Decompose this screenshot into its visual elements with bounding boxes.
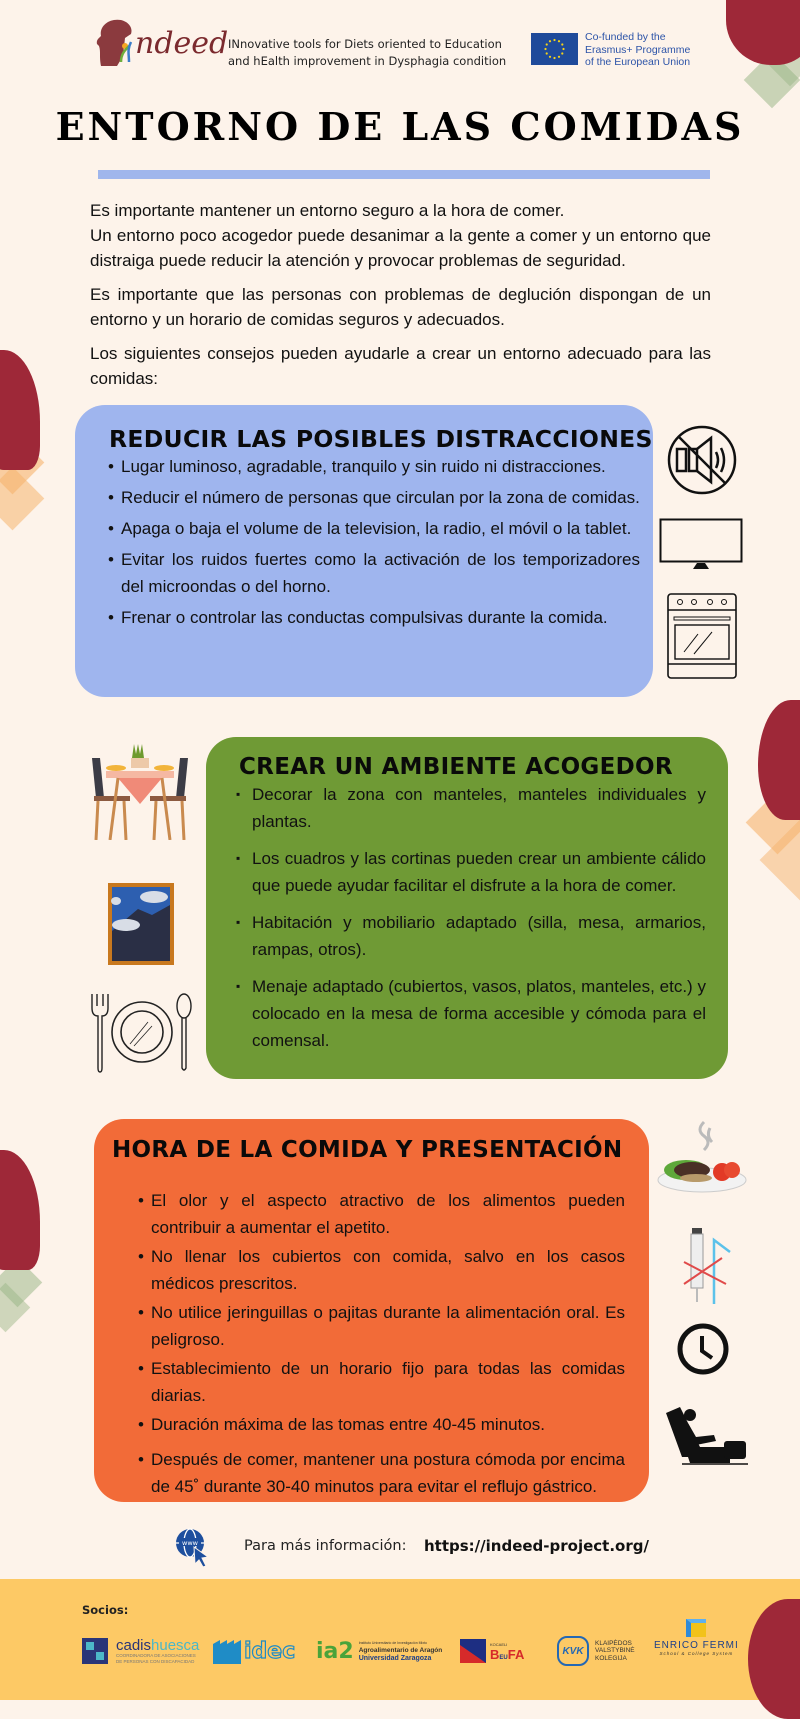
mute-speaker-icon: [666, 424, 738, 501]
dining-table-icon: [88, 744, 192, 845]
partners-footer: [0, 1579, 800, 1700]
list-item: • Evitar los ruidos fuertes como la activación de los temporizadores del microondas o del horno.: [108, 546, 640, 600]
intro-paragraph-3: Los siguientes consejos pueden ayudarle a crear un entorno adecuado para las comidas:: [90, 344, 711, 388]
more-info-label: Para más información:: [244, 1538, 407, 1554]
idec-factory-icon: [213, 1638, 241, 1664]
intro-text: [90, 198, 711, 400]
tips-list: [108, 453, 640, 635]
section-title: REDUCIR LAS POSIBLES DISTRACCIONES: [109, 425, 653, 453]
list-item: • Duración máxima de las tomas entre 40-45 minutos.: [138, 1411, 625, 1438]
indeed-logo: [95, 16, 229, 70]
intro-paragraph-1: Es importante mantener un entorno seguro a la hora de comer. Un entorno poco acogedor puede desanimar a la gente a comer y un entorno que distraiga puede reducir la atención y provocar problemas de seguridad.: [90, 201, 711, 270]
plated-meal-icon: [656, 1118, 748, 1205]
list-item: ▪ Habitación y mobiliario adaptado (silla, mesa, armarios, rampas, otros).: [236, 909, 706, 963]
section-welcoming-environment: [206, 737, 728, 1079]
section-title: CREAR UN AMBIENTE ACOGEDOR: [239, 754, 673, 780]
eu-flag-icon: [531, 33, 578, 65]
partner-logo-cadis-huesca: cadishuesca COORDINADORA DE ASOCIACIONES DE PERSONAS CON DISCAPACIDAD: [82, 1631, 199, 1671]
section-reduce-distractions: [75, 405, 653, 697]
partner-logo-idec: idec: [213, 1631, 295, 1671]
intro-paragraph-2: Es importante que las personas con problemas de deglución dispongan de un entorno y un horario de comidas seguros y adecuados.: [90, 285, 711, 329]
list-item: • Apaga o baja el volume de la television, la radio, el móvil o la tablet.: [108, 515, 640, 542]
project-tagline: INnovative tools for Diets oriented to Education and hEalth improvement in Dysphagia condition: [228, 37, 507, 68]
list-item: • No utilice jeringuillas o pajitas durante la alimentación oral. Es peligroso.: [138, 1299, 625, 1353]
framed-painting-icon: [108, 883, 174, 970]
section-title: HORA DE LA COMIDA Y PRESENTACIÓN: [112, 1137, 623, 1163]
recliner-icon: [664, 1405, 748, 1470]
list-item: ▪ Decorar la zona con manteles, manteles individuales y plantas.: [236, 781, 706, 835]
partner-logo-ia2: ia2 Instituto Universitario de Investigación Mixto Agroalimentario de Aragón Universidad Zaragoza: [316, 1638, 443, 1664]
list-item: • Frenar o controlar las conductas compulsivas durante la comida.: [108, 604, 640, 631]
www-globe-cursor-icon: [174, 1527, 212, 1574]
tips-list: [236, 781, 706, 1064]
partners-label: Socios:: [82, 1603, 129, 1617]
eu-cofunded-text: Co-funded by the Erasmus+ Programme of the European Union: [585, 31, 691, 68]
partner-logo-kocaeli-befa: KOCAELI BEUFA: [460, 1631, 524, 1671]
decor-bottom-right: [748, 1599, 800, 1719]
page-title: ENTORNO DE LAS COMIDAS: [55, 104, 745, 149]
svg-text:www: www: [182, 1539, 198, 1547]
partner-logo-enrico-fermi: ENRICO FERMI School & College System: [654, 1619, 739, 1659]
section-mealtime-presentation: [94, 1119, 649, 1502]
list-item: • El olor y el aspecto atractivo de los alimentos pueden contribuir a aumentar el apetito.: [138, 1187, 625, 1241]
head-silhouette-icon: [95, 16, 140, 70]
header: [95, 16, 715, 72]
befa-map-icon: [460, 1639, 486, 1663]
tips-list: [138, 1187, 625, 1502]
project-website-link[interactable]: https://indeed-project.org/: [424, 1537, 649, 1555]
list-item: • No llenar los cubiertos con comida, salvo en los casos médicos prescritos.: [138, 1243, 625, 1297]
no-syringe-straw-icon: [680, 1222, 740, 1311]
fermi-cube-icon: [686, 1619, 706, 1637]
logo-text: ndeed: [135, 26, 229, 61]
list-item: • Lugar luminoso, agradable, tranquilo y sin ruido ni distracciones.: [108, 453, 640, 480]
list-item: • Reducir el número de personas que circulan por la zona de comidas.: [108, 484, 640, 511]
more-info: [0, 1527, 800, 1567]
oven-icon: [666, 590, 738, 685]
list-item: ▪ Los cuadros y las cortinas pueden crear un ambiente cálido que puede ayudar facilitar el disfrute a la hora de comer.: [236, 845, 706, 899]
partner-logo-kvk: KVK KLAIPĖDOS VALSTYBINĖ KOLEGIJA: [557, 1631, 635, 1671]
list-item: • Establecimiento de un horario fijo para todas las comidas diarias.: [138, 1355, 625, 1409]
clock-icon: [676, 1322, 730, 1381]
cadis-puzzle-icon: [82, 1638, 108, 1664]
list-item: • Después de comer, mantener una postura cómoda por encima de 45˚ durante 30-40 minutos para evitar el reflujo gástrico.: [138, 1446, 625, 1500]
list-item: ▪ Menaje adaptado (cubiertos, vasos, platos, manteles, etc.) y colocado en la mesa de forma accesible y cómoda para el comensal.: [236, 973, 706, 1054]
television-icon: [659, 518, 743, 575]
place-setting-icon: [88, 992, 194, 1079]
title-divider: [98, 170, 710, 179]
